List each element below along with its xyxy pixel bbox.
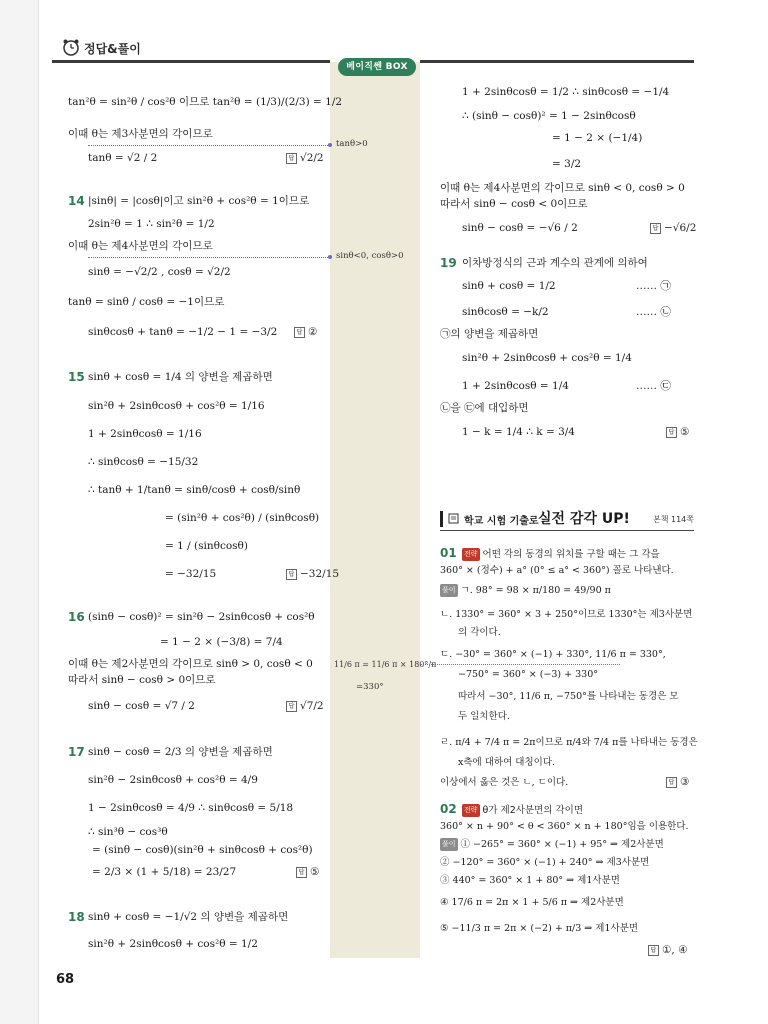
text-line: sinθcosθ + tanθ = −1/2 − 1 = −3/2 bbox=[88, 326, 278, 338]
text-line: 전략 θ가 제2사분면의 각이면 bbox=[464, 805, 584, 816]
text-line: = 3/2 bbox=[552, 158, 582, 170]
sidebar-box-tab: 베이직쎈 BOX bbox=[338, 58, 416, 76]
text-line: 1 − k = 1/4 ∴ k = 3/4 bbox=[462, 426, 575, 438]
text-line: x축에 대하여 대칭이다. bbox=[458, 757, 556, 768]
answer-mark-icon: 답 bbox=[296, 867, 307, 878]
problem-number: 16 bbox=[68, 610, 85, 624]
answer-mark-icon: 답 bbox=[666, 427, 677, 438]
section-subtitle: 학교 시험 기출로 bbox=[464, 516, 539, 527]
side-note: sinθ<0, cosθ>0 bbox=[336, 251, 404, 261]
answer: 답 √2/2 bbox=[286, 152, 324, 164]
problem-number: 02 bbox=[440, 802, 457, 816]
answer: 답 −√6/2 bbox=[650, 222, 696, 234]
text-line: (sinθ − cosθ)² = sin²θ − 2sinθcosθ + cos²θ bbox=[88, 611, 315, 623]
problem-number: 15 bbox=[68, 370, 85, 384]
text-line: 풀이 ㄱ. 98° = 98 × π/180 = 49/90 π bbox=[442, 585, 611, 596]
section-reference: 본책 114쪽 bbox=[653, 515, 694, 524]
text-line: …… ㉠ bbox=[636, 280, 671, 292]
answer-mark-icon: 답 bbox=[286, 153, 297, 164]
problem-number: 17 bbox=[68, 745, 85, 759]
text-line: 2sin²θ = 1 ∴ sin²θ = 1/2 bbox=[88, 218, 215, 230]
text-line: ㉡을 ㉢에 대입하면 bbox=[440, 402, 529, 414]
text-line: sinθ = −√2/2 , cosθ = √2/2 bbox=[88, 266, 231, 278]
answer: 답 −32/15 bbox=[286, 568, 339, 580]
text-line: = 2/3 × (1 + 5/18) = 23/27 bbox=[92, 866, 237, 878]
text-line: 이때 θ는 제2사분면의 각이므로 sinθ > 0, cosθ < 0 bbox=[68, 658, 313, 670]
text-line: ㄹ. π/4 + 7/4 π = 2π이므로 π/4와 7/4 π를 나타내는 동경은 bbox=[440, 737, 698, 748]
text-line: ∴ (sinθ − cosθ)² = 1 − 2sinθcosθ bbox=[462, 110, 636, 122]
text-line: = (sin²θ + cos²θ) / (sinθcosθ) bbox=[165, 512, 320, 524]
problem-number: 01 bbox=[440, 546, 457, 560]
text-line: tanθ = sinθ / cosθ = −1이므로 bbox=[68, 296, 225, 308]
page-number: 68 bbox=[56, 972, 75, 987]
pencil-book-icon bbox=[448, 512, 460, 524]
side-note: =330° bbox=[356, 682, 384, 692]
text-line: 이때 θ는 제4사분면의 각이므로 sinθ < 0, cosθ > 0 bbox=[440, 182, 685, 194]
side-note: tanθ>0 bbox=[336, 139, 368, 149]
answer: 답 ③ bbox=[666, 776, 689, 788]
text-line: ∴ tanθ + 1/tanθ = sinθ/cosθ + cosθ/sinθ bbox=[88, 484, 301, 496]
text-line: |sinθ| = |cosθ|이고 sin²θ + cos²θ = 1이므로 bbox=[88, 195, 310, 207]
text-line: ㄷ. −30° = 360° × (−1) + 330°, 11/6 π = 330°, bbox=[440, 649, 666, 660]
section-header bbox=[440, 508, 694, 531]
text-line: …… ㉢ bbox=[636, 380, 671, 392]
problem-number: 14 bbox=[68, 194, 85, 208]
answer-mark-icon: 답 bbox=[286, 569, 297, 580]
leader-dot bbox=[328, 255, 332, 259]
text-line: sinθ − cosθ = √7 / 2 bbox=[88, 700, 195, 712]
text-line: sinθ − cosθ = −√6 / 2 bbox=[462, 222, 578, 234]
text-line: = 1 − 2 × (−1/4) bbox=[552, 132, 643, 144]
text-line: ㄴ. 1330° = 360° × 3 + 250°이므로 1330°는 제3사분면 bbox=[440, 609, 693, 620]
answer: 답 ①, ④ bbox=[648, 944, 688, 956]
text-line: 360° × (정수) + a° (0° ≤ a° < 360°) 꼴로 나타낸다. bbox=[440, 565, 674, 576]
text-line: 이때 θ는 제4사분면의 각이므로 bbox=[68, 240, 213, 252]
text-line: sinθcosθ = −k/2 bbox=[462, 306, 549, 318]
text-line: 두 일치한다. bbox=[458, 711, 510, 722]
text-line: 1 + 2sinθcosθ = 1/16 bbox=[88, 428, 202, 440]
solution-tag: 풀이 bbox=[440, 838, 458, 851]
text-line: sinθ − cosθ = 2/3 의 양변을 제곱하면 bbox=[88, 746, 273, 758]
page-edge bbox=[0, 0, 39, 1024]
section-title: 실전 감각 UP! bbox=[538, 511, 630, 527]
answer-mark-icon: 답 bbox=[286, 701, 297, 712]
text-line: ⑤ −11/3 π = 2π × (−2) + π/3 ⇒ 제1사분면 bbox=[440, 923, 639, 934]
text-line: tan²θ = sin²θ / cos²θ 이므로 tan²θ = (1/3)/(2/3) = 1/2 bbox=[68, 96, 343, 108]
problem-number: 19 bbox=[440, 256, 457, 270]
answer-mark-icon: 답 bbox=[666, 777, 677, 788]
answer-mark-icon: 답 bbox=[294, 327, 305, 338]
leader-line bbox=[420, 664, 620, 665]
alarm-clock-icon bbox=[62, 38, 80, 56]
section-bar bbox=[440, 511, 443, 527]
header-rule-right bbox=[420, 60, 694, 63]
text-line: 따라서 sinθ − cosθ > 0이므로 bbox=[68, 674, 216, 686]
text-line: sinθ + cosθ = 1/2 bbox=[462, 280, 556, 292]
text-line: 1 + 2sinθcosθ = 1/4 bbox=[462, 380, 569, 392]
text-line: 따라서 −30°, 11/6 π, −750°를 나타내는 동경은 모 bbox=[458, 691, 679, 702]
leader-dot bbox=[328, 143, 332, 147]
sidebar-box bbox=[330, 62, 420, 958]
text-line: = −32/15 bbox=[165, 568, 217, 580]
text-line: 의 각이다. bbox=[458, 627, 501, 638]
text-line: 1 − 2sinθcosθ = 4/9 ∴ sinθcosθ = 5/18 bbox=[88, 802, 294, 814]
text-line: tanθ = √2 / 2 bbox=[88, 152, 158, 164]
text-line: = (sinθ − cosθ)(sin²θ + sinθcosθ + cos²θ) bbox=[92, 844, 313, 856]
text-line: 전략 어떤 각의 동경의 위치를 구할 때는 그 각을 bbox=[464, 549, 660, 560]
text-line: ④ 17/6 π = 2π × 1 + 5/6 π ⇒ 제2사분면 bbox=[440, 897, 624, 908]
text-line: 360° × n + 90° < θ < 360° × n + 180°임을 이용한다. bbox=[440, 821, 689, 832]
text-line: sin²θ + 2sinθcosθ + cos²θ = 1/16 bbox=[88, 400, 265, 412]
leader-line bbox=[88, 145, 332, 146]
text-line: 풀이 ① −265° = 360° × (−1) + 95° ⇒ 제2사분면 bbox=[442, 839, 664, 850]
text-line: = 1 / (sinθcosθ) bbox=[165, 540, 248, 552]
text-line: 따라서 sinθ − cosθ < 0이므로 bbox=[440, 198, 588, 210]
text-line: sin²θ + 2sinθcosθ + cos²θ = 1/2 bbox=[88, 938, 258, 950]
answer: 답 ② bbox=[294, 326, 317, 338]
text-line: ∴ sinθcosθ = −15/32 bbox=[88, 456, 199, 468]
text-line: 이상에서 옳은 것은 ㄴ, ㄷ이다. bbox=[440, 777, 569, 788]
text-line: sin²θ − 2sinθcosθ + cos²θ = 4/9 bbox=[88, 774, 258, 786]
answer: 답 ⑤ bbox=[666, 426, 689, 438]
answer-mark-icon: 답 bbox=[650, 223, 661, 234]
text-line: sinθ + cosθ = 1/4 의 양변을 제곱하면 bbox=[88, 371, 273, 383]
text-line: …… ㉡ bbox=[636, 306, 671, 318]
text-line: ② −120° = 360° × (−1) + 240° ⇒ 제3사분면 bbox=[440, 857, 650, 868]
text-line: 이차방정식의 근과 계수의 관계에 의하여 bbox=[462, 257, 648, 269]
text-line: −750° = 360° × (−3) + 330° bbox=[458, 669, 599, 680]
text-line: 1 + 2sinθcosθ = 1/2 ∴ sinθcosθ = −1/4 bbox=[462, 86, 670, 98]
text-line: ∴ sin³θ − cos³θ bbox=[88, 826, 168, 838]
brand-title: 정답&풀이 bbox=[84, 42, 141, 56]
problem-number: 18 bbox=[68, 910, 85, 924]
strategy-tag: 전략 bbox=[462, 548, 480, 561]
leader-line bbox=[88, 257, 332, 258]
text-line: sin²θ + 2sinθcosθ + cos²θ = 1/4 bbox=[462, 352, 632, 364]
text-line: sinθ + cosθ = −1/√2 의 양변을 제곱하면 bbox=[88, 911, 289, 923]
answer-mark-icon: 답 bbox=[648, 945, 659, 956]
answer: 답 ⑤ bbox=[296, 866, 319, 878]
text-line: ㉠의 양변을 제곱하면 bbox=[440, 328, 539, 340]
strategy-tag: 전략 bbox=[462, 804, 480, 817]
answer: 답 √7/2 bbox=[286, 700, 324, 712]
text-line: 이때 θ는 제3사분면의 각이므로 bbox=[68, 128, 213, 140]
side-note: 11/6 π = 11/6 π × 180°/π bbox=[334, 660, 437, 669]
header-rule-left bbox=[52, 60, 330, 63]
text-line: ③ 440° = 360° × 1 + 80° ⇒ 제1사분면 bbox=[440, 875, 620, 886]
text-line: = 1 − 2 × (−3/8) = 7/4 bbox=[160, 636, 283, 648]
solution-tag: 풀이 bbox=[440, 584, 458, 597]
